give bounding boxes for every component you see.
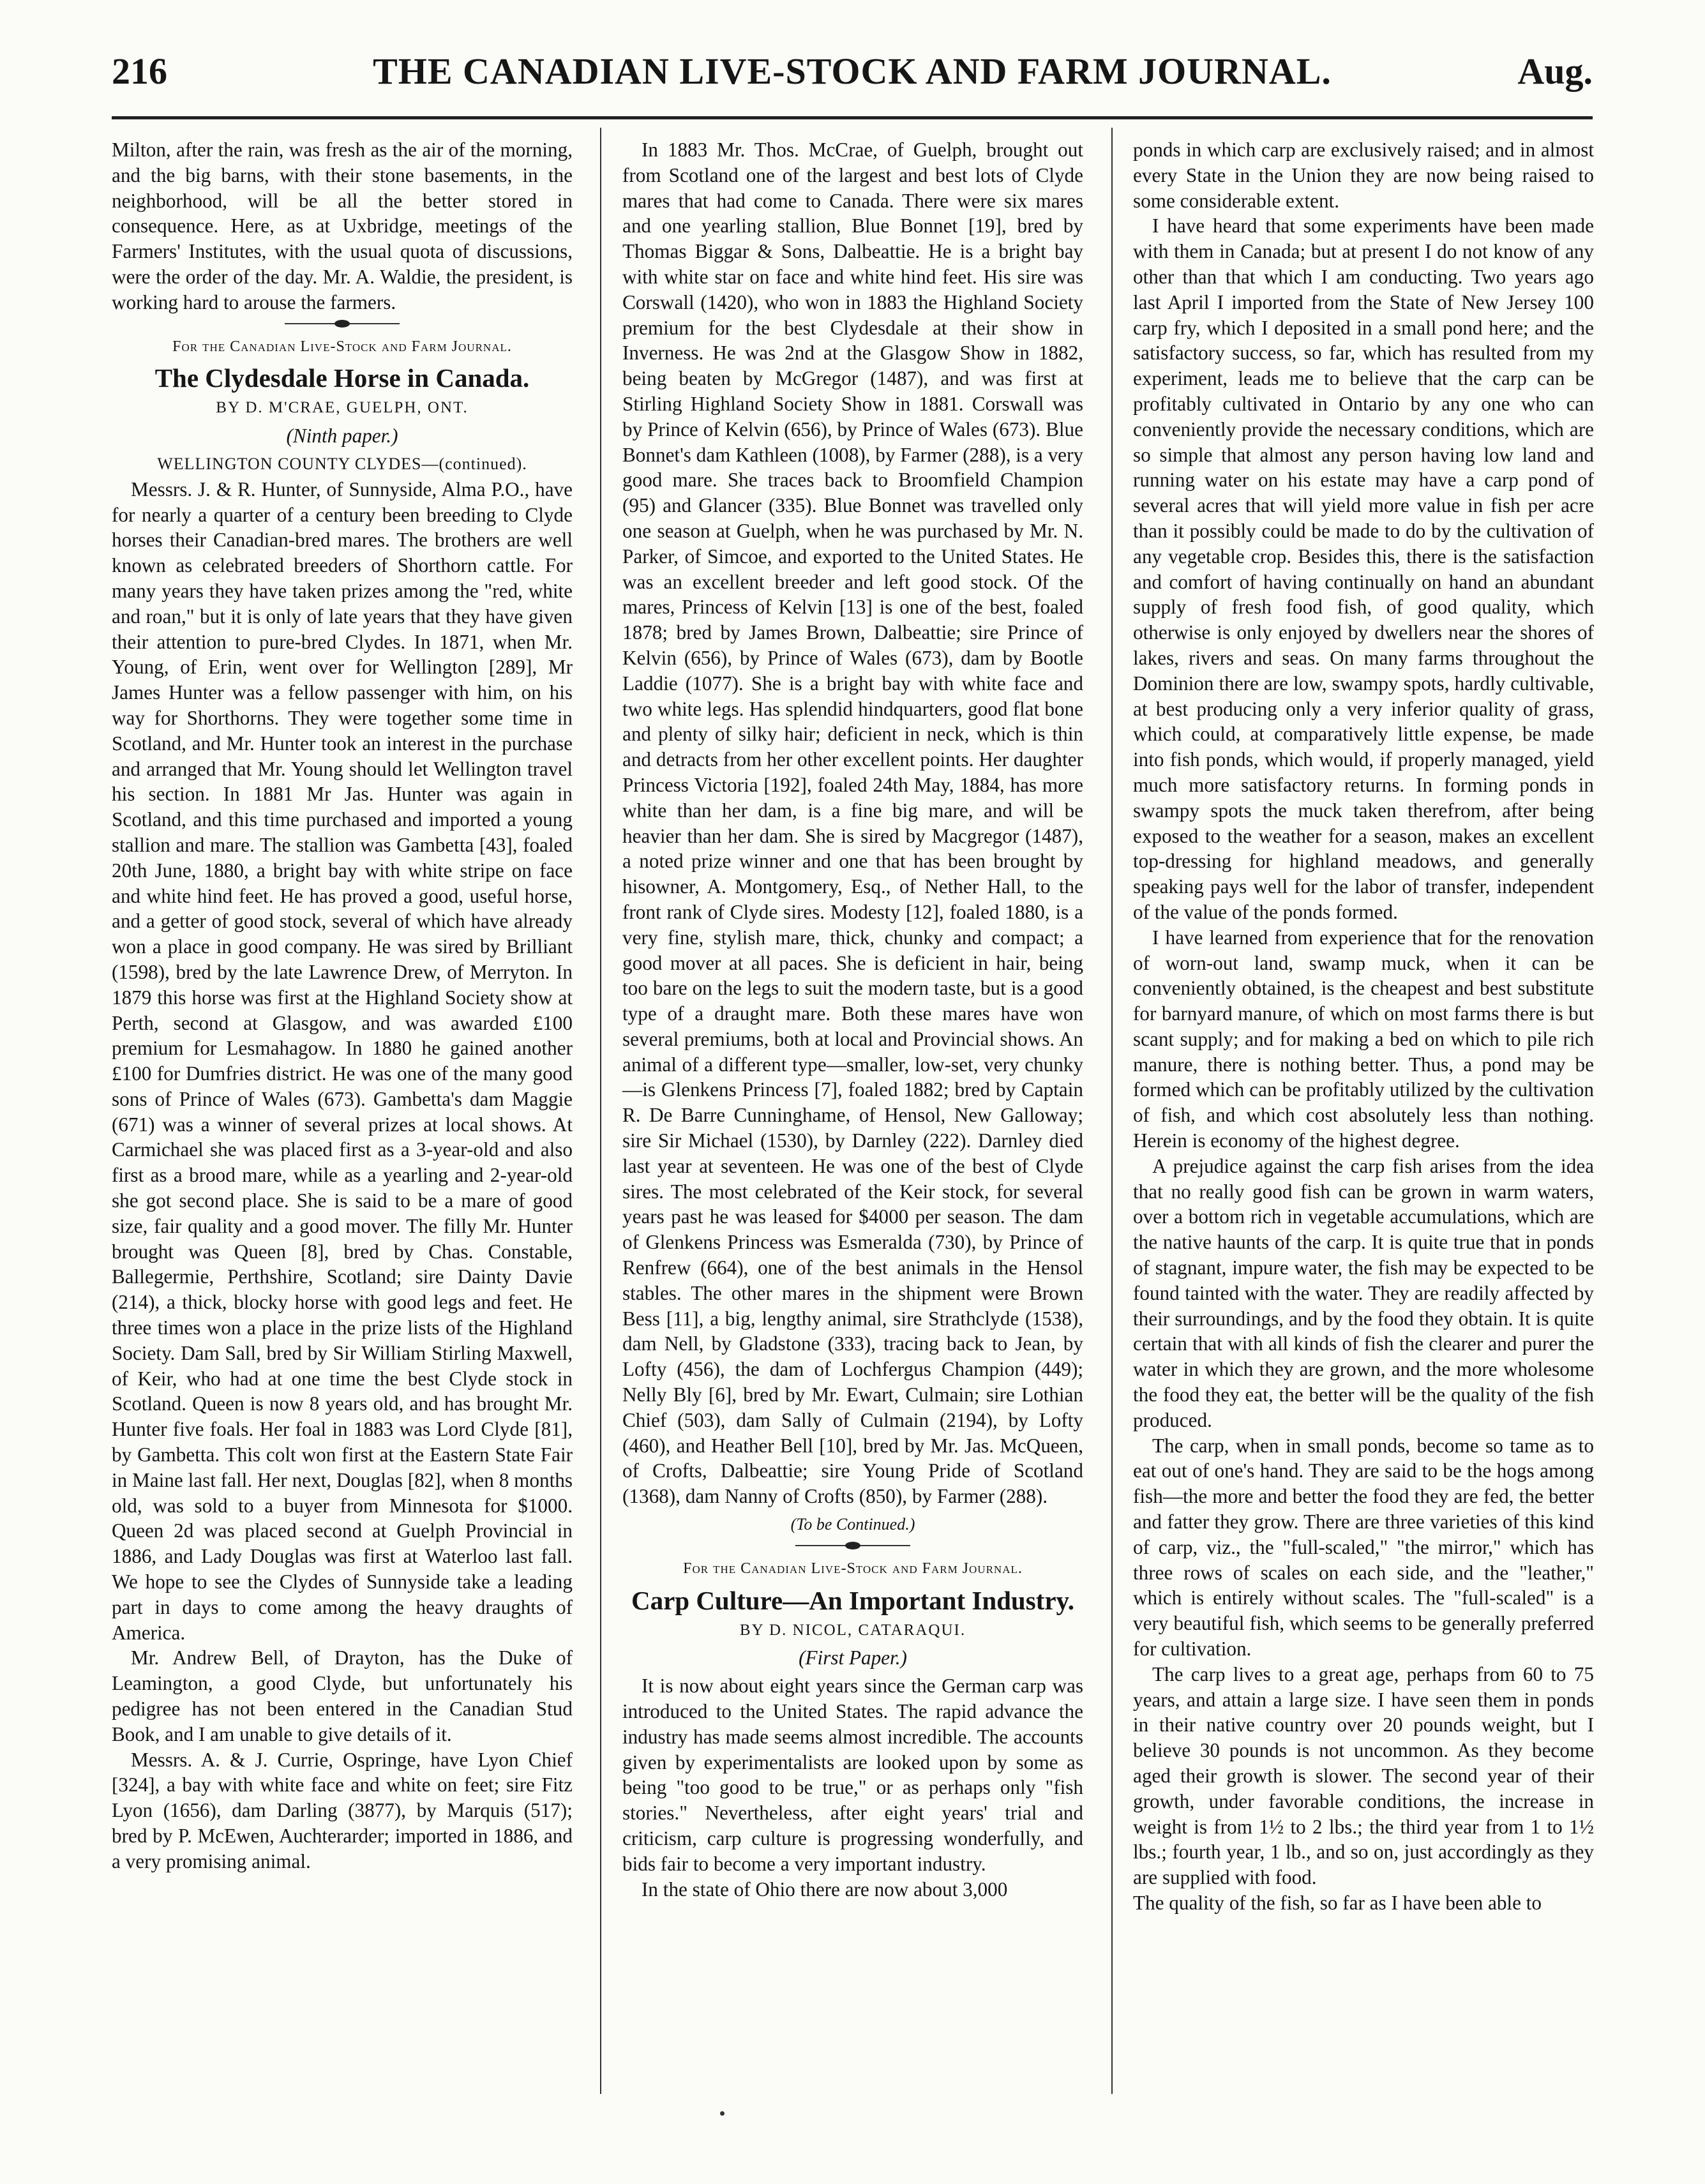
paragraph: I have learned from experience that for the renovation of worn-out land, swamp muck, when it can be conveniently obtained, is the cheapest and best substitute for barnyard manure, of which on most farms there is but scant supply; and for making a bed on which to pile rich manure, there is nothing better. Thus, a pond may be formed which can be profitably utilized by the cultivation of fish, and which cost absolutely less than nothing. Herein is economy of the highest degree. <box>1133 926 1594 1152</box>
paragraph: Milton, after the rain, was fresh as the air of the morning, and the big barns, with their stone basements, in the neighborhood, will be all the better stored in consequence. Here, as at Uxbridge, meetings of the Farmers' Institutes, with the usual quota of discussions, were the order of the day. Mr. A. Waldie, the president, is working hard to arouse the farmers. <box>112 139 573 313</box>
column-divider-2 <box>1111 128 1113 2094</box>
article-title: Carp Culture—An Important Industry. <box>631 1585 1075 1615</box>
article-source: For the Canadian Live-Stock and Farm Journal. <box>683 1560 1023 1577</box>
to-be-continued: (To be Continued.) <box>790 1515 915 1534</box>
paragraph: ponds in which carp are exclusively raised; and in almost every State in the Union they are now being raised to some considerable extent. <box>1133 139 1594 212</box>
column-1 <box>112 137 573 1874</box>
article-byline: BY D. M'CRAE, GUELPH, ONT. <box>216 399 469 417</box>
paragraph: I have heard that some experiments have been made with them in Canada; but at present I do not know of any other than that which I am conducting. Two years ago last April I imported from the State of New Jersey 100 carp fry, which I deposited in a small pond here; and the satisfactory success, so far, which has resulted from my experiment, leads me to believe that the carp can be profitably cultivated in Ontario by any one who can conveniently provide the necessary conditions, which are so simple that almost any person having low land and running water on his estate may have a carp pond of several acres that will yield more value in fish per acre than it possibly could be made to do by the cultivation of any vegetable crop. Besides this, there is the satisfaction and comfort of having continually on hand an abundant supply of fresh food fish, of good quality, which otherwise is only enjoyed by dwellers near the shores of lakes, rivers and seas. On many farms throughout the Dominion there are low, swampy spots, hardly cultivable, at best producing only a very inferior quality of grass, which could, at comparatively little expense, be made into fish ponds, which would, if properly managed, yield much more satisfactory returns. In forming ponds in swampy spots the muck taken therefrom, after being exposed to the weather for a season, makes an excellent top-dressing for highland meadows, and generally speaking pays well for the labor of transfer, independent of the value of the ponds formed. <box>1133 215 1594 923</box>
section-heading: WELLINGTON COUNTY CLYDES—(continued). <box>157 454 527 473</box>
page-header <box>112 50 1593 105</box>
separator-ornament <box>795 1545 910 1550</box>
issue-month: Aug. <box>1517 50 1593 92</box>
paragraph: In 1883 Mr. Thos. McCrae, of Guelph, brought out from Scotland one of the largest and best lots of Clyde mares that had come to Canada. There were six mares and one yearling stallion, Blue Bonnet [19], bred by Thomas Biggar & Sons, Dalbeattie. He is a bright bay with white star on face and white hind feet. His sire was Corswall (1420), who won in 1883 the Highland Society premium for the best Clydesdale at their show in Inverness. He was 2nd at the Glasgow Show in 1882, being beaten by McGregor (1487), and was first at Stirling Highland Society Show in 1881. Corswall was by Prince of Kelvin (656), by Prince of Wales (673). Blue Bonnet's dam Kathleen (1008), by Farmer (288), is a very good mare. She traces back to Broomfield Champion (95) and Glancer (335). Blue Bonnet was travelled only one season at Guelph, when he was purchased by Mr. N. Parker, of Simcoe, and exported to the United States. He was an excellent breeder and left good stock. Of the mares, Princess of Kelvin [13] is one of the best, foaled 1878; bred by James Brown, Dalbeattie; sire Prince of Kelvin (656), by Prince of Wales (673), dam by Bootle Laddie (1077). She is a bright bay with white face and two white legs. Has splendid hindquarters, good flat bone and plenty of silky hair; deficient in neck, which is thin and detracts from her other excellent points. Her daughter Princess Victoria [192], foaled 24th May, 1884, has more white than her dam, is a fine big mare, and will be heavier than her dam. She is sired by Macgregor (1487), a noted prize winner and one that has been brought by hisowner, A. Montgomery, Esq., of Nether Hall, to the front rank of Clyde sires. Modesty [12], foaled 1880, is a very fine, stylish mare, thick, chunky and compact; a good mover at all paces. She is deficient in hair, being too bare on the legs to suit the modern taste, but is a good type of a draught mare. Both these mares have won several premiums, both at local and Provincial shows. An animal of a different type—smaller, low-set, very chunky—is Glenkens Princess [7], foaled 1882; bred by Captain R. De Barre Cunninghame, of Hensol, New Galloway; sire Sir Michael (1530), by Darnley (222). Darnley died last year at seventeen. He was one of the best of Clyde sires. The most celebrated of the Keir stock, for several years past he was leased for $4000 per season. The dam of Glenkens Princess was Esmeralda (730), by Prince of Renfrew (664), one of the best animals in the Hensol stables. The other mares in the shipment were Brown Bess [11], a big, lengthy animal, sire Strathclyde (1538), dam Nell, by Gladstone (333), tracing back to Jean, by Lofty (456), the dam of Lochfergus Champion (449); Nelly Bly [6], bred by Mr. Ewart, Culmain; sire Lothian Chief (503), dam Sally of Culmain (2194), by Lofty (460), and Heather Bell [10], bred by Mr. Jas. McQueen, of Crofts, Dalbeattie; sire Young Pride of Scotland (1368), dam Nanny of Crofts (850), by Farmer (288). <box>622 139 1083 1508</box>
column-2 <box>622 137 1083 1902</box>
paragraph: Mr. Andrew Bell, of Drayton, has the Duke of Leamington, a good Clyde, but unfortunately his pedigree has not been entered in the Canadian Stud Book, and I am unable to give details of it. <box>112 1646 573 1745</box>
column-3 <box>1133 137 1594 1916</box>
paper-number: (Ninth paper.) <box>286 425 398 448</box>
paragraph: Messrs. A. & J. Currie, Ospringe, have Lyon Chief [324], a bay with white face and white on feet; sire Fitz Lyon (1656), dam Darling (3877), by Marquis (517); bred by P. McEwen, Auchterarder; imported in 1886, and a very promising animal. <box>112 1748 573 1872</box>
header-rule <box>112 116 1593 119</box>
paragraph: The carp lives to a great age, perhaps from 60 to 75 years, and attain a large size. I have seen them in ponds in their native country over 20 pounds weight, but I believe 30 pounds is not uncommon. As they become aged their growth is slower. The second year of their growth, under favorable conditions, the increase in weight is from 1½ to 2 lbs.; the third year from 1 to 1½ lbs.; fourth year, 1 lb., and so on, just accordingly as they are supplied with food. <box>1133 1662 1594 1889</box>
article-byline: BY D. NICOL, CATARAQUI. <box>739 1621 966 1639</box>
paragraph: It is now about eight years since the German carp was introduced to the United States. The rapid advance the industry has made seems almost incredible. The accounts given by experimentalists are looked upon by some as being "too good to be true," or as perhaps only "fish stories." Nevertheless, after eight years' trial and criticism, carp culture is progressing wonderfully, and bids fair to become a very important industry. <box>622 1675 1083 1875</box>
paragraph: In the state of Ohio there are now about 3,000 <box>642 1878 1008 1901</box>
paragraph: A prejudice against the carp fish arises from the idea that no really good fish can be grown in warm waters, over a bottom rich in vegetable accumulations, which are the native haunts of the carp. It is quite true that in ponds of stagnant, impure water, the fish may be expected to be found tainted with the water. They are readily affected by their surroundings, and by the food they obtain. It is quite certain that with all kinds of fish the clearer and purer the water in which they are grown, and the more wholesome the food they eat, the better will be the quality of the fish produced. <box>1133 1154 1594 1431</box>
paragraph: The carp, when in small ponds, become so tame as to eat out of one's hand. They are said to be the hogs among fish—the more and better the food they are fed, the better and fatter they grow. There are three varieties of this kind of carp, viz., the "full-scaled," "the mirror," which has three rows of scales on each side, and the "leather," which is entirely without scales. The "full-scaled" is a very beautiful fish, which seems to be generally preferred for cultivation. <box>1133 1434 1594 1661</box>
article-source: For the Canadian Live-Stock and Farm Journal. <box>172 338 512 355</box>
ink-speck <box>720 2111 725 2116</box>
paragraph: The quality of the fish, so far as I have been able to <box>1133 1891 1542 1914</box>
column-divider-1 <box>600 128 601 2094</box>
separator-ornament <box>285 323 400 328</box>
paragraph: Messrs. J. & R. Hunter, of Sunnyside, Alma P.O., have for nearly a quarter of a century been breeding to Clyde horses their Canadian-bred mares. The brothers are well known as celebrated breeders of Shorthorn cattle. For many years they have taken prizes among the "red, white and roan," but it is only of late years that they have given their attention to pure-bred Clydes. In 1871, when Mr. Young, of Erin, went over for Wellington [289], Mr James Hunter was a fellow passenger with him, on his way for Shorthorns. They were together some time in Scotland, and Mr. Hunter took an interest in the purchase and arranged that Mr. Young should let Wellington travel his section. In 1881 Mr Jas. Hunter was again in Scotland, and this time purchased and imported a young stallion and mare. The stallion was Gambetta [43], foaled 20th June, 1880, a bright bay with white stripe on face and white hind feet. He has proved a good, useful horse, and a getter of good stock, several of which have already won a place in good company. He was sired by Brilliant (1598), bred by the late Lawrence Drew, of Merryton. In 1879 this horse was first at the Highland Society show at Perth, second at Glasgow, and was awarded £100 premium for Lesmahagow. In 1880 he gained another £100 for Dumfries district. He was one of the many good sons of Prince of Wales (673). Gambetta's dam Maggie (671) was a winner of several prizes at local shows. At Carmichael she was placed first as a 3-year-old and also first as a brood mare, while as a yearling and 2-year-old she got second place. She is said to be a mare of good size, fair quality and a good mover. The filly Mr. Hunter brought was Queen [8], bred by Chas. Constable, Ballegermie, Perthshire, Scotland; sire Dainty Davie (214), a thick, blocky horse with good legs and feet. He three times won a place in the prize lists of the Highland Society. Dam Sall, bred by Sir William Stirling Maxwell, of Keir, who had at one time the best Clyde stock in Scotland. Queen is now 8 years old, and has brought Mr. Hunter five foals. Her foal in 1883 was Lord Clyde [81], by Gambetta. This colt won first at the Eastern State Fair in Maine last fall. Her next, Douglas [82], when 8 months old, was sold to a buyer from Minnesota for $1000. Queen 2d was placed second at Guelph Provincial in 1886, and Lady Douglas was first at Waterloo last fall. We hope to see the Clydes of Sunnyside take a leading part in days to come among the heavy draughts of America. <box>112 478 573 1644</box>
journal-title: THE CANADIAN LIVE-STOCK AND FARM JOURNAL. <box>373 50 1332 92</box>
article-title: The Clydesdale Horse in Canada. <box>154 363 530 393</box>
page-number: 216 <box>112 50 167 92</box>
paper-number: (First Paper.) <box>799 1646 907 1669</box>
